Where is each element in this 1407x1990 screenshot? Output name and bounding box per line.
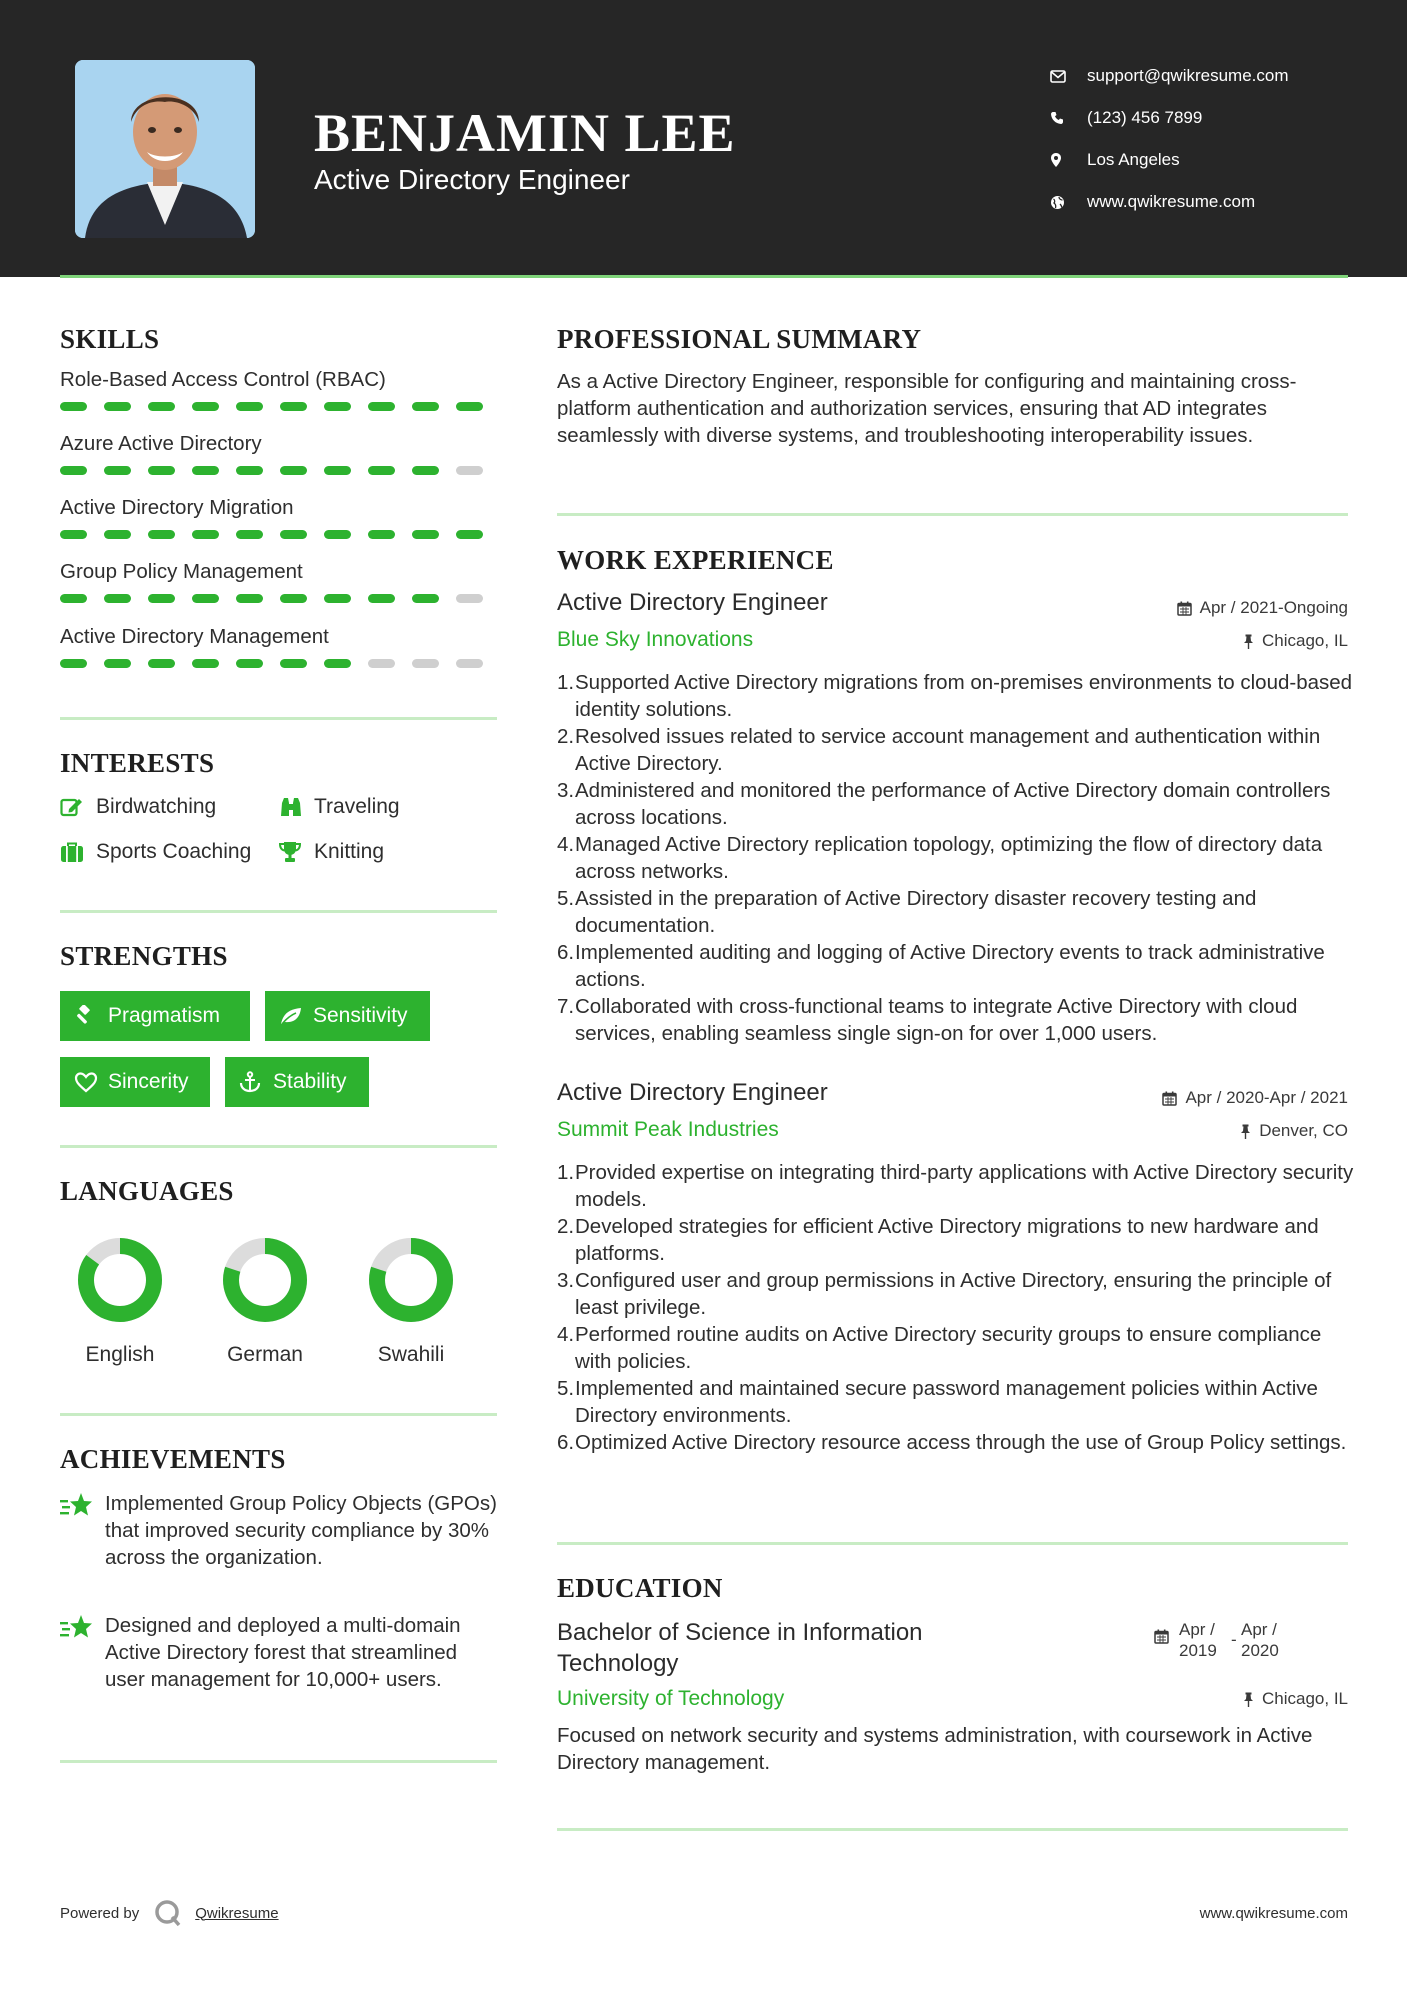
- section-divider: [557, 1828, 1348, 1831]
- bullet-text: Supported Active Directory migrations from on-premises environments to cloud-based identity solutions.: [575, 671, 1353, 721]
- job-location: [1240, 1121, 1348, 1141]
- summary-text: As a Active Directory Engineer, responsible for configuring and maintaining cross-platform authentication and authorization services, ensuring that AD integrates seamlessly with diverse systems, and troubleshooting interoperability issues.: [557, 370, 1297, 447]
- shooting-star-icon: [60, 1612, 105, 1693]
- date-separator: -: [1231, 1630, 1237, 1649]
- bullet-text: Optimized Active Directory resource access through the use of Group Policy settings.: [575, 1431, 1347, 1454]
- pencil-square-icon: [60, 796, 96, 818]
- skill-dash-filled: [236, 466, 263, 475]
- bullet-number: 2.: [557, 1215, 575, 1238]
- pushpin-icon: [1243, 634, 1254, 649]
- strength-label: Sincerity: [108, 1070, 189, 1093]
- bullet-text: Administered and monitored the performance of Active Directory domain controllers across locations.: [575, 779, 1331, 829]
- job-bullet: [557, 1213, 1357, 1267]
- contact-list: [1050, 55, 1390, 223]
- skill-item: [60, 432, 500, 475]
- strength-label: Pragmatism: [108, 1004, 221, 1027]
- skill-dash-filled: [104, 466, 131, 475]
- interest-label: Traveling: [314, 795, 400, 818]
- job-bullet: [557, 1267, 1357, 1321]
- bullet-number: 4.: [557, 1323, 575, 1346]
- contact-website-text: www.qwikresume.com: [1087, 192, 1256, 211]
- skill-dash-filled: [280, 594, 307, 603]
- resume-header: [0, 0, 1407, 277]
- skill-dash-filled: [236, 659, 263, 668]
- skill-dash-filled: [192, 466, 219, 475]
- phone-icon: [1050, 111, 1087, 125]
- bullet-text: Performed routine audits on Active Directory security groups to ensure compliance with policies.: [575, 1323, 1322, 1373]
- strength-label: Sensitivity: [313, 1004, 408, 1027]
- contact-website[interactable]: [1050, 181, 1390, 223]
- language-name: English: [85, 1343, 155, 1366]
- skill-dash-filled: [324, 594, 351, 603]
- bullet-text: Assisted in the preparation of Active Directory disaster recovery testing and documentation.: [575, 887, 1257, 937]
- location-pin-icon: [1050, 152, 1087, 168]
- trophy-icon: [278, 841, 314, 863]
- contact-email-text: support@qwikresume.com: [1087, 66, 1289, 85]
- language-name: German: [227, 1343, 303, 1366]
- skill-dash-filled: [236, 402, 263, 411]
- section-divider: [60, 1760, 497, 1763]
- education-start-date: Apr / 2019: [1179, 1620, 1217, 1660]
- strength-label: Stability: [273, 1070, 347, 1093]
- skill-dash-filled: [148, 530, 175, 539]
- skill-dash-filled: [148, 466, 175, 475]
- skill-dash-filled: [192, 594, 219, 603]
- section-divider: [60, 717, 497, 720]
- company-name: Blue Sky Innovations: [557, 628, 754, 651]
- gavel-icon: [74, 1005, 108, 1027]
- skill-dash-filled: [236, 594, 263, 603]
- leaf-icon: [279, 1006, 313, 1026]
- section-divider: [60, 910, 497, 913]
- skill-name: Group Policy Management: [60, 560, 303, 583]
- skill-dash-filled: [192, 659, 219, 668]
- calendar-icon: [1162, 1091, 1177, 1106]
- skill-dash-empty: [456, 466, 483, 475]
- achievement-item: [60, 1490, 500, 1571]
- interest-label: Knitting: [314, 840, 385, 863]
- skill-dash-filled: [324, 659, 351, 668]
- skill-name: Active Directory Migration: [60, 496, 294, 519]
- bullet-number: 6.: [557, 1431, 575, 1454]
- job-bullet: [557, 777, 1357, 831]
- job-location-text: Denver, CO: [1259, 1121, 1348, 1140]
- language-item: [50, 1237, 190, 1367]
- interest-label: Birdwatching: [96, 795, 217, 818]
- degree-title: Bachelor of Science in Information Technology: [557, 1619, 923, 1677]
- skill-dash-filled: [104, 402, 131, 411]
- strengths-title: STRENGTHS: [60, 941, 228, 971]
- skill-dash-filled: [456, 530, 483, 539]
- job-bullet: [557, 723, 1357, 777]
- language-donut: [222, 1237, 308, 1323]
- skill-dash-filled: [280, 402, 307, 411]
- skill-item: [60, 560, 500, 603]
- footer-url[interactable]: www.qwikresume.com: [1199, 1905, 1348, 1922]
- heart-icon: [74, 1072, 108, 1093]
- skill-item: [60, 625, 500, 668]
- skill-name: Role-Based Access Control (RBAC): [60, 368, 386, 391]
- bullet-number: 3.: [557, 779, 575, 802]
- language-name: Swahili: [377, 1343, 445, 1366]
- contact-phone-text: (123) 456 7899: [1087, 108, 1203, 127]
- achievement-item: [60, 1612, 500, 1693]
- skill-dash-filled: [456, 402, 483, 411]
- binoculars-icon: [278, 796, 314, 818]
- skill-dash-filled: [60, 530, 87, 539]
- skill-dash-filled: [148, 594, 175, 603]
- job-date: [1162, 1088, 1348, 1108]
- skill-dash-filled: [368, 530, 395, 539]
- company-name: Summit Peak Industries: [557, 1118, 779, 1141]
- interest-item: [60, 840, 251, 864]
- education-dates: [1154, 1619, 1293, 1661]
- experience-title: WORK EXPERIENCE: [557, 545, 834, 575]
- skill-dash-filled: [104, 659, 131, 668]
- skill-dash-filled: [412, 530, 439, 539]
- bullet-number: 3.: [557, 1269, 575, 1292]
- qwikresume-logo-icon: [153, 1898, 183, 1928]
- skill-dash-filled: [60, 402, 87, 411]
- languages-title: LANGUAGES: [60, 1176, 234, 1206]
- section-divider: [60, 1413, 497, 1416]
- job-date-text: Apr / 2021-Ongoing: [1199, 598, 1348, 617]
- job-title: Active Directory Engineer: [557, 589, 828, 616]
- job-date-text: Apr / 2020-Apr / 2021: [1185, 1088, 1348, 1107]
- education-description: Focused on network security and systems administration, with coursework in Active Directory management.: [557, 1724, 1313, 1774]
- bullet-text: Configured user and group permissions in Active Directory, ensuring the principle of least privilege.: [575, 1269, 1332, 1319]
- language-donut: [368, 1237, 454, 1323]
- job-bullet: [557, 885, 1357, 939]
- strength-badge: [60, 1057, 210, 1107]
- interest-label: Sports Coaching: [96, 840, 252, 863]
- strength-badge: [60, 991, 250, 1041]
- calendar-icon: [1177, 601, 1192, 616]
- qwikresume-link[interactable]: Qwikresume: [195, 1904, 279, 1922]
- skill-dash-filled: [236, 530, 263, 539]
- job-bullet: [557, 939, 1357, 993]
- bullet-number: 5.: [557, 1377, 575, 1400]
- skill-dash-empty: [456, 594, 483, 603]
- skill-dash-filled: [104, 530, 131, 539]
- skill-level-bar: [60, 594, 500, 603]
- section-divider: [557, 513, 1348, 516]
- shooting-star-icon: [60, 1490, 105, 1571]
- job-bullet: [557, 993, 1357, 1047]
- job-bullet: [557, 1321, 1357, 1375]
- interest-item: [278, 840, 384, 864]
- education-end-date: Apr / 2020: [1241, 1620, 1279, 1660]
- skill-dash-filled: [280, 466, 307, 475]
- powered-by-text: Powered by: [60, 1904, 140, 1922]
- contact-location-text: Los Angeles: [1087, 150, 1180, 169]
- skill-dash-filled: [192, 402, 219, 411]
- pushpin-icon: [1243, 1692, 1254, 1707]
- contact-phone[interactable]: [1050, 97, 1390, 139]
- bullet-number: 1.: [557, 1161, 575, 1184]
- candidate-role: Active Directory Engineer: [314, 164, 630, 195]
- skill-dash-filled: [368, 466, 395, 475]
- education-title: EDUCATION: [557, 1573, 723, 1603]
- strength-badge: [225, 1057, 369, 1107]
- skill-dash-filled: [368, 594, 395, 603]
- education-location-text: Chicago, IL: [1262, 1689, 1348, 1708]
- section-divider: [557, 1542, 1348, 1545]
- bullet-number: 2.: [557, 725, 575, 748]
- job-location: [1243, 631, 1348, 651]
- strength-badge: [265, 991, 430, 1041]
- job-bullet: [557, 1375, 1357, 1429]
- skill-dash-filled: [148, 659, 175, 668]
- bullet-number: 4.: [557, 833, 575, 856]
- skill-dash-filled: [60, 659, 87, 668]
- language-donut: [77, 1237, 163, 1323]
- skills-title: SKILLS: [60, 324, 160, 354]
- bullet-number: 6.: [557, 941, 575, 964]
- education-location: [1243, 1689, 1348, 1709]
- skill-dash-filled: [324, 466, 351, 475]
- skill-dash-filled: [412, 402, 439, 411]
- skill-level-bar: [60, 530, 500, 539]
- bullet-number: 5.: [557, 887, 575, 910]
- job-bullet: [557, 1159, 1357, 1213]
- interests-title: INTERESTS: [60, 748, 215, 778]
- profile-photo: [75, 60, 255, 238]
- skill-dash-filled: [280, 530, 307, 539]
- job-bullet: [557, 1429, 1357, 1456]
- bullet-text: Implemented auditing and logging of Active Directory events to track administrative actions.: [575, 941, 1325, 991]
- contact-email[interactable]: [1050, 55, 1390, 97]
- interest-item: [278, 795, 400, 819]
- section-divider: [60, 1145, 497, 1148]
- skill-name: Active Directory Management: [60, 625, 329, 648]
- achievement-text: Designed and deployed a multi-domain Active Directory forest that streamlined user management for 10,000+ users.: [105, 1614, 461, 1691]
- skill-dash-filled: [324, 530, 351, 539]
- job-date: [1177, 598, 1348, 618]
- job-bullets: [557, 669, 1357, 1047]
- skill-dash-filled: [324, 402, 351, 411]
- skill-dash-filled: [60, 594, 87, 603]
- skill-dash-empty: [368, 659, 395, 668]
- skill-dash-empty: [412, 659, 439, 668]
- contact-location: [1050, 139, 1390, 181]
- skill-dash-empty: [456, 659, 483, 668]
- bullet-text: Managed Active Directory replication topology, optimizing the flow of directory data across networks.: [575, 833, 1323, 883]
- skill-dash-filled: [412, 594, 439, 603]
- job-location-text: Chicago, IL: [1262, 631, 1348, 650]
- job-bullet: [557, 669, 1357, 723]
- header-divider: [60, 275, 1348, 278]
- skill-level-bar: [60, 402, 500, 411]
- job-bullet: [557, 831, 1357, 885]
- skill-dash-filled: [60, 466, 87, 475]
- anchor-icon: [239, 1071, 273, 1093]
- skill-dash-filled: [280, 659, 307, 668]
- person-portrait-icon: [75, 60, 255, 238]
- skill-item: [60, 368, 500, 411]
- briefcase-icon: [60, 842, 96, 863]
- summary-title: PROFESSIONAL SUMMARY: [557, 324, 922, 354]
- pushpin-icon: [1240, 1124, 1251, 1139]
- skill-level-bar: [60, 659, 500, 668]
- candidate-name: BENJAMIN LEE: [314, 103, 736, 163]
- bullet-text: Provided expertise on integrating third-party applications with Active Directory security models.: [575, 1161, 1354, 1211]
- bullet-text: Developed strategies for efficient Active Directory migrations to new hardware and platforms.: [575, 1215, 1319, 1265]
- achievement-text: Implemented Group Policy Objects (GPOs) that improved security compliance by 30% across the organization.: [105, 1492, 497, 1569]
- envelope-icon: [1050, 70, 1087, 83]
- interest-item: [60, 795, 216, 819]
- skill-dash-filled: [412, 466, 439, 475]
- language-item: [341, 1237, 481, 1367]
- skill-level-bar: [60, 466, 500, 475]
- achievements-title: ACHIEVEMENTS: [60, 1444, 286, 1474]
- skill-dash-filled: [192, 530, 219, 539]
- bullet-text: Resolved issues related to service account management and authentication within Active Directory.: [575, 725, 1321, 775]
- job-bullets: [557, 1159, 1357, 1456]
- language-item: [195, 1237, 335, 1367]
- skill-name: Azure Active Directory: [60, 432, 262, 455]
- skill-item: [60, 496, 500, 539]
- globe-icon: [1050, 195, 1087, 210]
- job-title: Active Directory Engineer: [557, 1079, 828, 1106]
- skill-dash-filled: [148, 402, 175, 411]
- school-name: University of Technology: [557, 1687, 785, 1710]
- bullet-text: Collaborated with cross-functional teams to integrate Active Directory with cloud services, enabling seamless single sign-on for over 1,000 users.: [575, 995, 1298, 1045]
- bullet-number: 7.: [557, 995, 575, 1018]
- footer-powered-by: [60, 1898, 279, 1928]
- bullet-text: Implemented and maintained secure password management policies within Active Directory environments.: [575, 1377, 1318, 1427]
- calendar-icon: [1154, 1629, 1169, 1644]
- skill-dash-filled: [104, 594, 131, 603]
- bullet-number: 1.: [557, 671, 575, 694]
- skill-dash-filled: [368, 402, 395, 411]
